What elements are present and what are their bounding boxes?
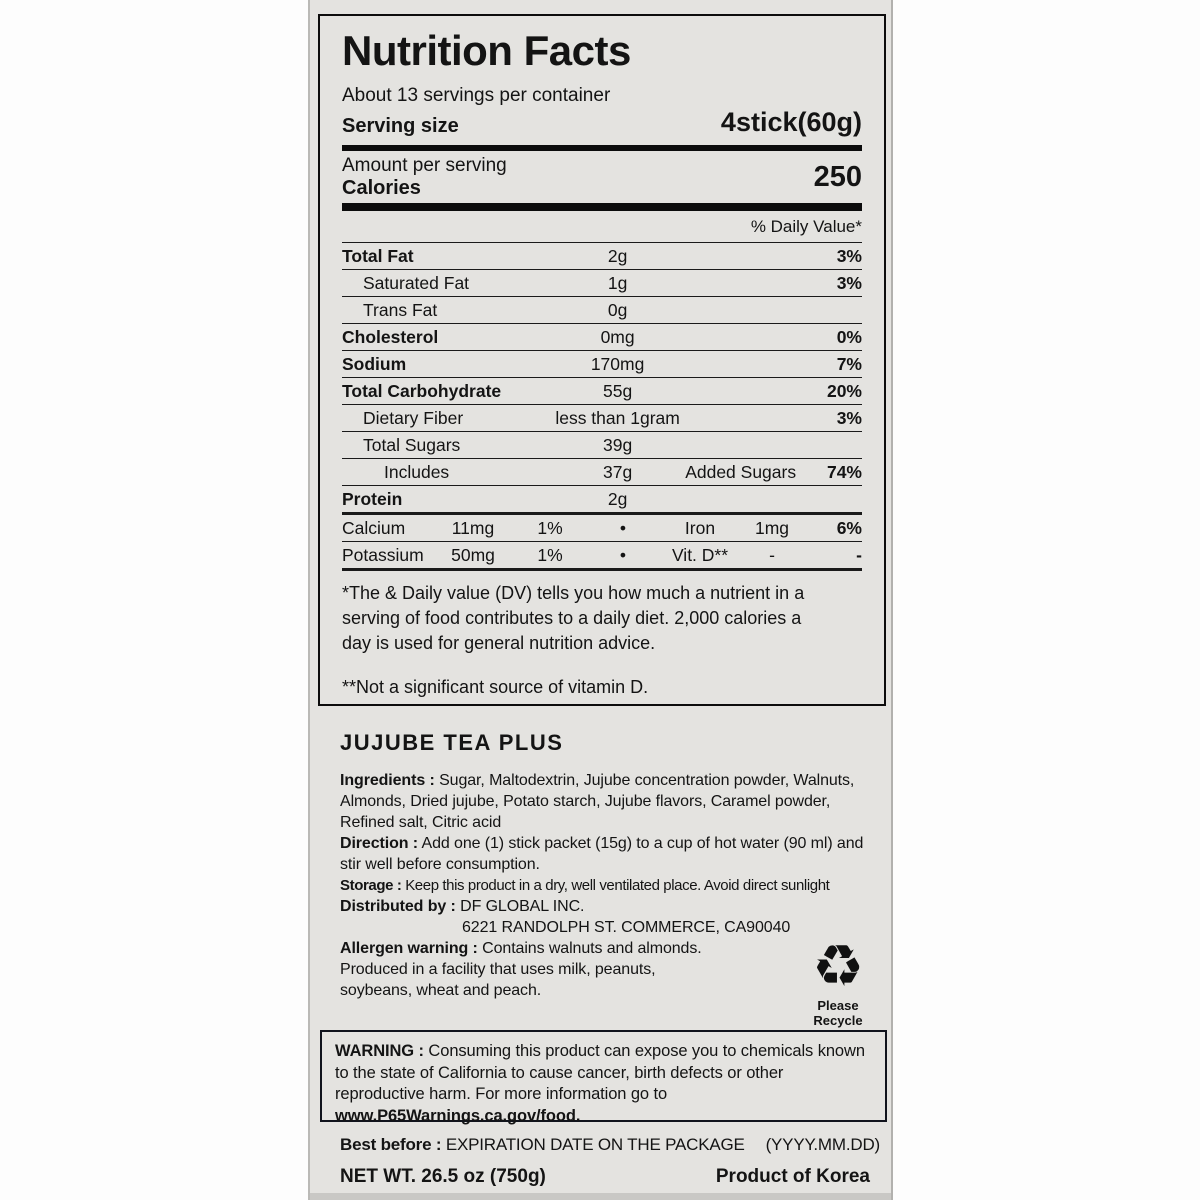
allergen-label: Allergen warning : xyxy=(340,940,478,957)
best-before-label: Best before : xyxy=(340,1135,442,1154)
best-before-row xyxy=(340,1135,880,1155)
daily-value-header: % Daily Value* xyxy=(342,211,862,243)
nutrient-row xyxy=(342,459,862,486)
mineral-row xyxy=(342,542,862,571)
mineral-daily-value-2: - xyxy=(856,545,862,565)
nutrient-daily-value: 3% xyxy=(836,246,862,266)
nutrient-daily-value: 3% xyxy=(836,408,862,428)
nutrient-row xyxy=(342,432,862,459)
mineral-name: Potassium xyxy=(342,545,424,565)
nutrient-amount: 39g xyxy=(602,435,633,455)
calories-row xyxy=(342,151,862,203)
nutrient-name: Cholesterol xyxy=(342,327,439,347)
package-bottom-edge xyxy=(310,1193,891,1200)
nutrient-row xyxy=(342,351,862,378)
distributed-text: DF GLOBAL INC. xyxy=(460,898,585,915)
bullet-separator: • xyxy=(619,545,627,565)
nutrient-row xyxy=(342,270,862,297)
best-before-left xyxy=(340,1135,745,1155)
warning-label: WARNING : xyxy=(335,1042,424,1060)
nutrient-extra-label: Added Sugars xyxy=(685,462,797,482)
recycle-icon: ♻ xyxy=(812,932,864,1000)
footnote-vitamin-d: **Not a significant source of vitamin D. xyxy=(342,677,649,697)
nutrient-amount: 0mg xyxy=(600,327,635,347)
nutrient-amount: 1g xyxy=(607,273,628,293)
nutrient-row xyxy=(342,486,862,515)
direction-text: Add one (1) stick packet (15g) to a cup of hot water (90 ml) and stir well before consumption. xyxy=(340,835,864,873)
nutrient-name: Total Carbohydrate xyxy=(342,381,502,401)
storage-paragraph xyxy=(340,875,888,896)
date-format: (YYYY.MM.DD) xyxy=(765,1135,880,1154)
ingredients-paragraph xyxy=(340,770,888,833)
storage-label: Storage : xyxy=(340,877,402,894)
distributed-paragraph xyxy=(340,896,888,917)
nutrient-name: Total Fat xyxy=(342,246,414,266)
recycle-block xyxy=(792,932,884,1028)
mineral-name-2: Iron xyxy=(684,518,716,538)
nutrient-row xyxy=(342,378,862,405)
net-weight-row xyxy=(340,1166,870,1188)
mineral-amount: 11mg xyxy=(451,518,495,538)
ingredients-label: Ingredients : xyxy=(340,772,435,789)
nutrient-daily-value: 0% xyxy=(836,327,862,347)
nutrient-row xyxy=(342,324,862,351)
bullet-separator: • xyxy=(619,518,627,538)
serving-size-value: 4stick(60g) xyxy=(720,107,862,137)
nutrient-amount: less than 1gram xyxy=(555,408,680,428)
mineral-daily-value: 1% xyxy=(537,518,563,538)
nutrient-rows xyxy=(342,243,862,515)
nutrient-row xyxy=(342,243,862,270)
allergen-line3: soybeans, wheat and peach. xyxy=(340,982,542,999)
calories-left-block xyxy=(342,155,507,200)
mineral-daily-value: 1% xyxy=(537,545,563,565)
product-label-package xyxy=(308,0,893,1200)
allergen-paragraph xyxy=(340,938,792,1001)
nutrient-name: Saturated Fat xyxy=(363,273,470,293)
mineral-daily-value-2: 6% xyxy=(836,518,862,538)
product-name: JUJUBE TEA PLUS xyxy=(340,730,564,755)
nutrient-daily-value: 20% xyxy=(826,381,862,401)
nutrient-name: Total Sugars xyxy=(363,435,461,455)
warning-url: www.P65Warnings.ca.gov/food. xyxy=(335,1106,581,1125)
calories-label: Calories xyxy=(342,177,421,199)
net-weight: NET WT. 26.5 oz (750g) xyxy=(340,1166,546,1187)
storage-text: Keep this product in a dry, well ventilated place. Avoid direct sunlight xyxy=(405,877,830,894)
nutrition-facts-panel xyxy=(318,14,886,706)
allergen-line1: Contains walnuts and almonds. xyxy=(482,940,702,957)
mineral-row xyxy=(342,515,862,542)
allergen-line2: Produced in a facility that uses milk, peanuts, xyxy=(340,961,656,978)
nutrient-amount: 170mg xyxy=(590,354,645,374)
nutrient-name: Sodium xyxy=(342,354,407,374)
recycle-label: Please Recycle xyxy=(813,998,863,1028)
nutrient-name: Includes xyxy=(384,462,450,482)
nutrient-daily-value: 7% xyxy=(836,354,862,374)
distributor-address: 6221 RANDOLPH ST. COMMERCE, CA90040 xyxy=(462,919,791,936)
nutrient-amount: 2g xyxy=(607,246,628,266)
mineral-amount-2: 1mg xyxy=(754,518,790,538)
mineral-rows xyxy=(342,515,862,571)
nutrient-amount: 55g xyxy=(602,381,633,401)
divider-bar-thick xyxy=(342,203,862,211)
nutrient-amount: 0g xyxy=(607,300,628,320)
amount-per-serving-label: Amount per serving xyxy=(342,155,507,176)
nutrient-name: Trans Fat xyxy=(363,300,438,320)
nutrient-daily-value: 3% xyxy=(836,273,862,293)
nutrient-name: Dietary Fiber xyxy=(363,408,464,428)
distributed-label: Distributed by : xyxy=(340,898,456,915)
prop65-warning-box xyxy=(320,1030,887,1125)
warning-paragraph xyxy=(335,1041,872,1127)
nutrient-row xyxy=(342,297,862,324)
warning-text: Consuming this product can expose you to chemicals known to the state of California to cause cancer, birth defects or other reproductive harm. For more information go to xyxy=(335,1042,865,1103)
mineral-name: Calcium xyxy=(342,518,406,538)
calories-value: 250 xyxy=(813,161,862,193)
nutrition-facts-title: Nutrition Facts xyxy=(342,27,631,74)
country-of-origin: Product of Korea xyxy=(715,1166,870,1187)
direction-label: Direction : xyxy=(340,835,419,852)
serving-size-label: Serving size xyxy=(342,115,459,137)
mineral-name-2: Vit. D** xyxy=(671,545,729,565)
nutrient-row xyxy=(342,405,862,432)
mineral-amount-2: - xyxy=(769,545,775,565)
best-before-text: EXPIRATION DATE ON THE PACKAGE xyxy=(445,1135,745,1154)
nutrient-amount: 2g xyxy=(607,489,628,509)
nutrient-name: Protein xyxy=(342,489,403,509)
direction-paragraph xyxy=(340,833,888,875)
nutrient-daily-value: 74% xyxy=(826,462,862,482)
servings-per-container: About 13 servings per container xyxy=(342,85,611,106)
footnote-daily-value: *The & Daily value (DV) tells you how much a nutrient in a serving of food contributes to a daily diet. 2,000 calories a day is used for general nutrition advice. xyxy=(342,583,805,653)
nutrient-amount: 37g xyxy=(602,462,633,482)
ingredients-text: Sugar, Maltodextrin, Jujube concentration powder, Walnuts, Almonds, Dried jujube, Potato starch, Jujube flavors, Caramel powder, Refined salt, Citric acid xyxy=(340,772,855,831)
serving-size-row xyxy=(342,107,862,138)
mineral-amount: 50mg xyxy=(451,545,495,565)
